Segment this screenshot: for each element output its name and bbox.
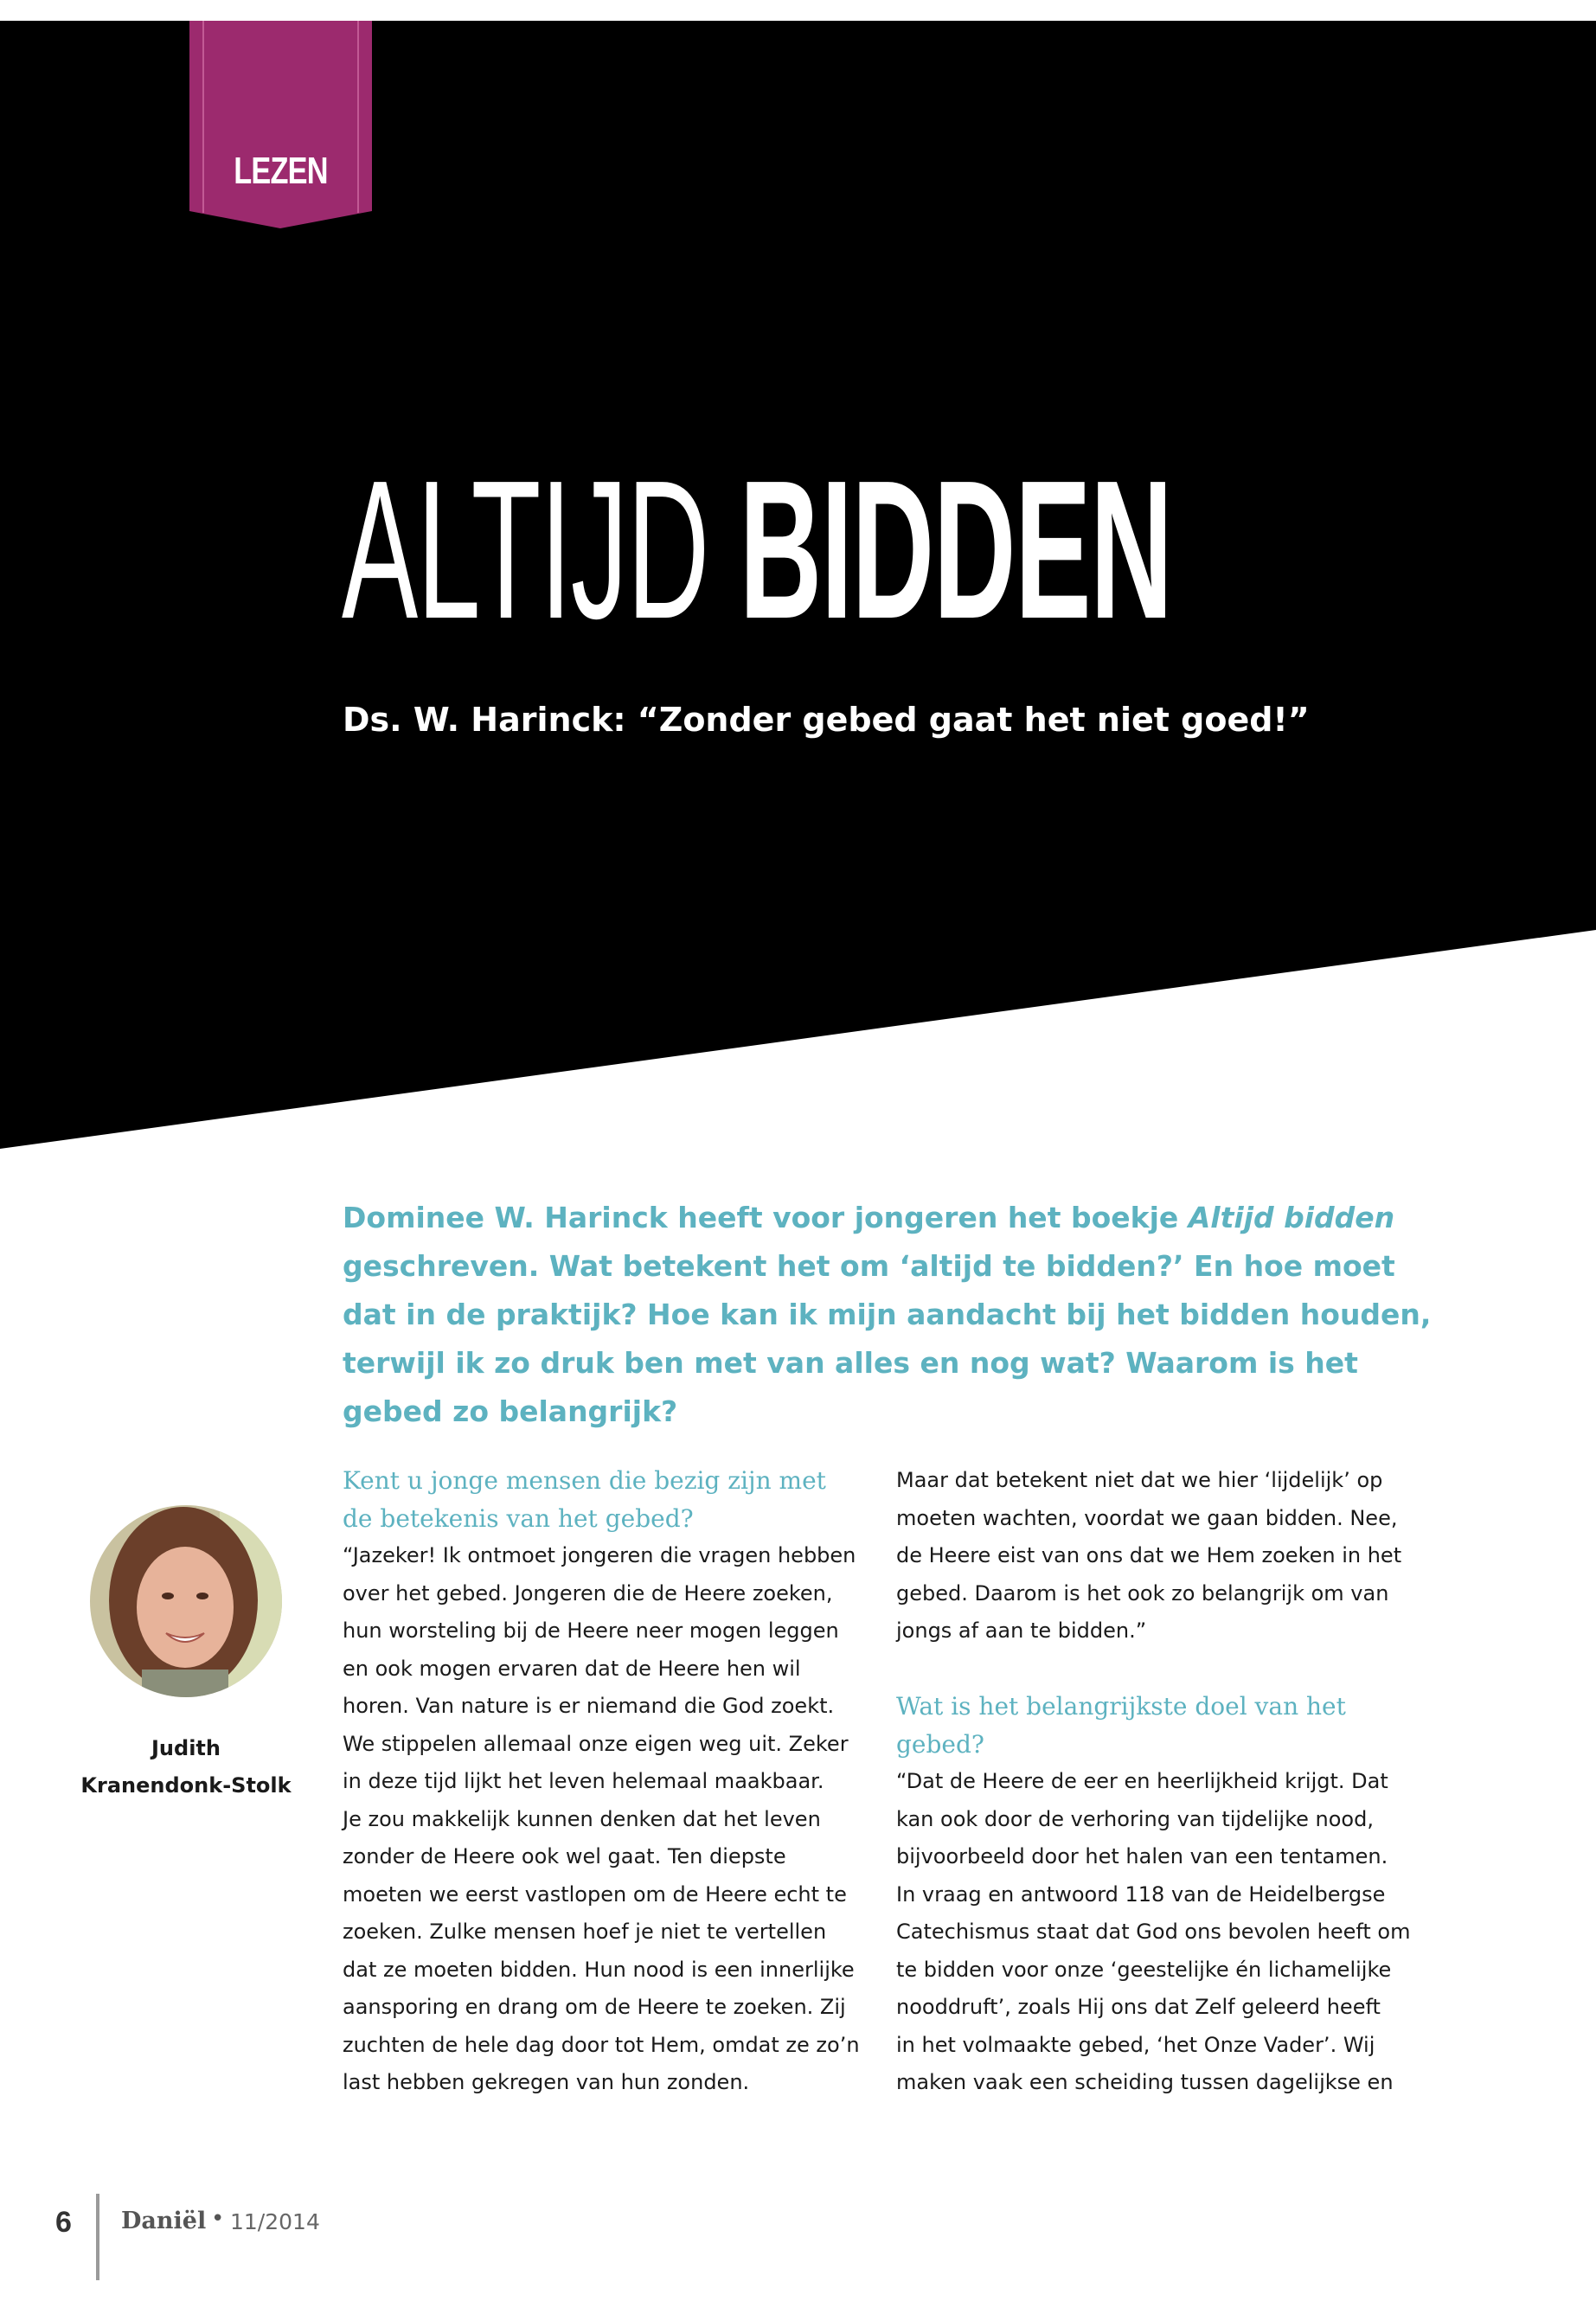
author-first-name: Judith	[151, 1736, 221, 1760]
subtitle: Ds. W. Harinck: “Zonder gebed gaat het niet goed!”	[343, 701, 1310, 739]
article-column-left	[343, 1462, 862, 2102]
page-title	[342, 440, 1172, 660]
issue-number: 11/2014	[230, 2209, 320, 2234]
section-tab	[189, 21, 372, 228]
author-photo	[90, 1505, 282, 1697]
magazine-name: Daniël	[121, 2208, 207, 2234]
answer-1-continued: Maar dat betekent niet dat we hier ‘lijdelijk’ op moeten wachten, voordat we gaan bidden. Nee, de Heere eist van ons dat we Hem zoeken in het gebed. Daarom is het ook zo belangrijk om van jongs af aan te bidden.”	[896, 1468, 1402, 1643]
title-bold-word: BIDDEN	[739, 440, 1172, 660]
question-2: Wat is het belangrijkste doel van het gebed?	[896, 1692, 1346, 1759]
answer-2: “Dat de Heere de eer en heerlijkheid krijgt. Dat kan ook door de verhoring van tijdelijke nood, bijvoorbeeld door het halen van een tentamen. In vraag en antwoord 118 van de Heidelbergse Catechismus staat dat God ons bevolen heeft om te bidden voor onze ‘geestelijke én lichamelijke nooddruft’, zoals Hij ons dat Zelf geleerd heeft in het volmaakte gebed, ‘het Onze Vader’. Wij maken vaak een scheiding tussen dagelijkse en	[896, 1769, 1411, 2094]
author-name	[69, 1730, 303, 1804]
answer-1: “Jazeker! Ik ontmoet jongeren die vragen hebben over het gebed. Jongeren die de Heere zoeken, hun worsteling bij de Heere neer mogen leggen en ook mogen ervaren dat de Heere hen wil horen. Van nature is er niemand die God zoekt. We stippelen allemaal onze eigen weg uit. Zeker in deze tijd lijkt het leven helemaal maakbaar. Je zou makkelijk kunnen denken dat het leven zonder de Heere ook wel gaat. Ten diepste moeten we eerst vastlopen om de Heere echt te zoeken. Zulke mensen hoef je niet te vertellen dat ze moeten bidden. Hun nood is een innerlijke aansporing en drang om de Heere te zoeken. Zij zuchten de hele dag door tot Hem, omdat ze zo’n last hebben gekregen van hun zonden.	[343, 1543, 860, 2094]
author-last-name: Kranendonk-Stolk	[80, 1773, 292, 1798]
intro-paragraph	[343, 1194, 1433, 1436]
question-1: Kent u jonge mensen die bezig zijn met de betekenis van het gebed?	[343, 1466, 826, 1533]
title-light-word: ALTIJD	[342, 440, 709, 660]
intro-text-end: geschreven. Wat betekent het om ‘altijd te bidden?’ En hoe moet dat in de praktijk? Hoe kan ik mijn aandacht bij het bidden houden, terwijl ik zo druk ben met van alles en nog wat? Waarom is het gebed zo belangrijk?	[343, 1249, 1432, 1428]
page-number: 6	[55, 2206, 72, 2239]
article-column-right	[896, 1462, 1415, 2102]
intro-text-start: Dominee W. Harinck heeft voor jongeren het boekje	[343, 1201, 1189, 1234]
book-title: Altijd bidden	[1188, 1201, 1395, 1234]
footer-divider	[96, 2194, 99, 2280]
section-tab-label: LEZEN	[234, 150, 328, 192]
footer-separator: •	[211, 2206, 225, 2232]
paragraph-gap	[896, 1650, 1415, 1689]
